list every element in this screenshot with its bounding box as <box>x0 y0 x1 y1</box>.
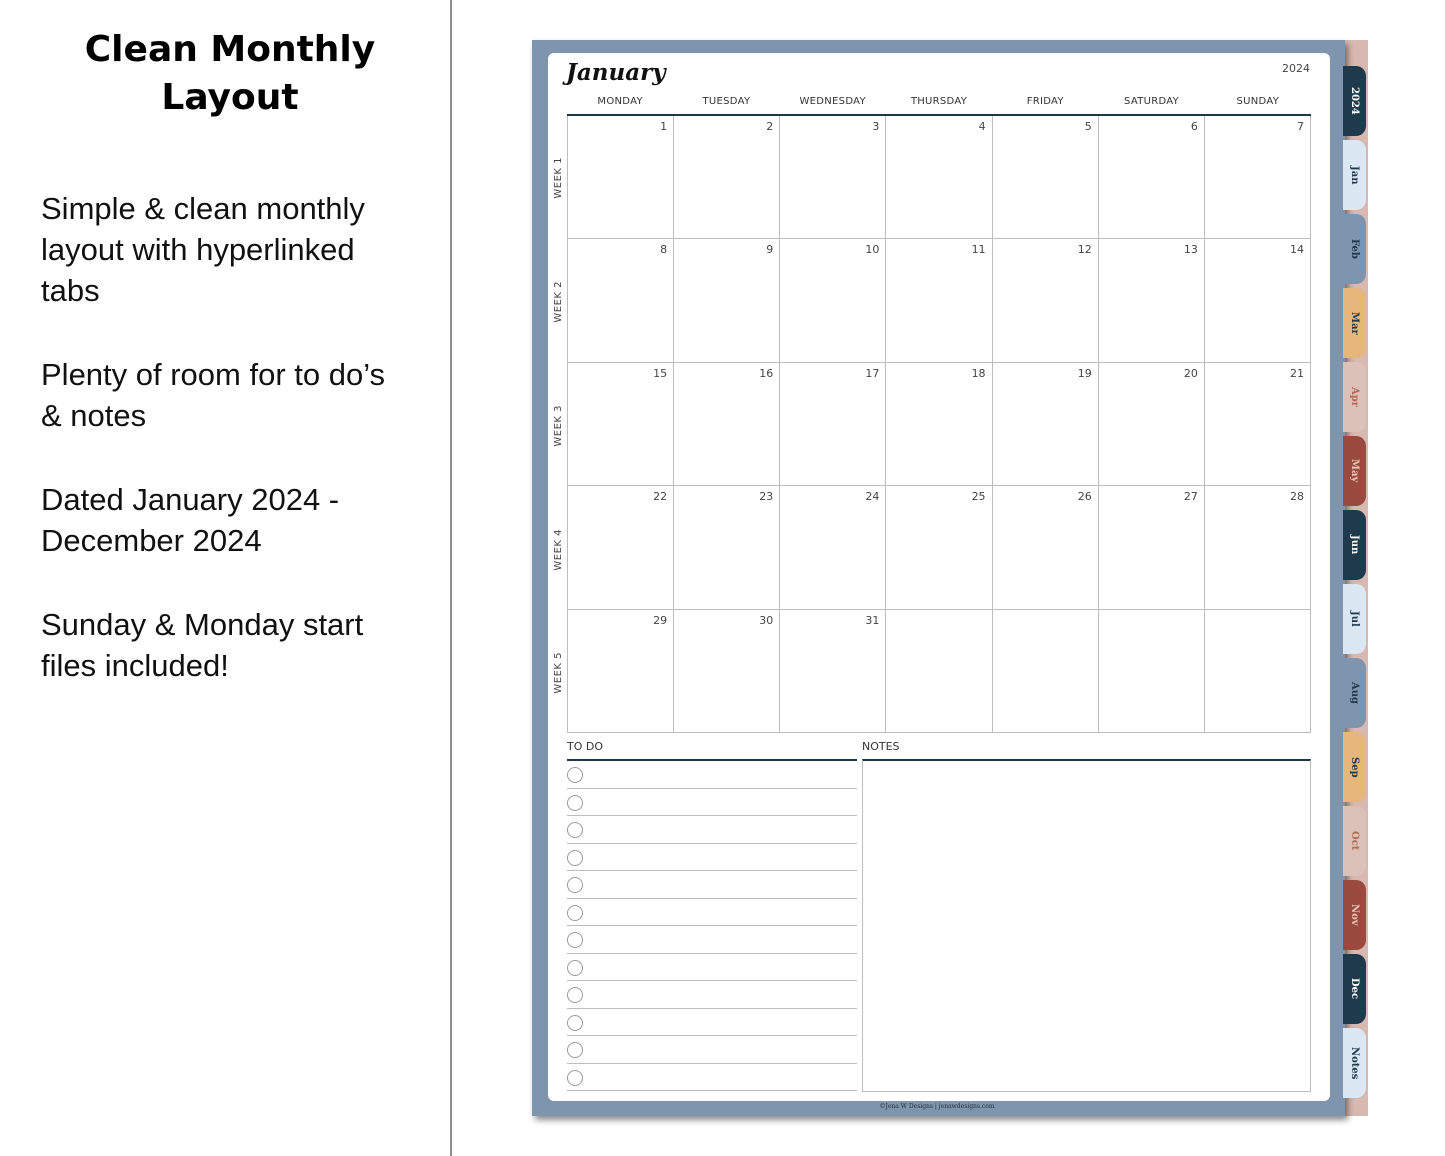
day-number: 28 <box>1290 490 1304 504</box>
todo-row[interactable] <box>567 899 857 927</box>
footer-credit: ©Jena W Designs | jenawdesigns.com <box>879 1103 995 1110</box>
day-number: 4 <box>978 120 986 133</box>
notes-area[interactable] <box>862 759 1311 1092</box>
todo-row[interactable] <box>567 926 857 954</box>
day-cell[interactable] <box>1099 363 1205 486</box>
promo-line: files included! <box>41 648 229 683</box>
day-cell[interactable] <box>1099 116 1205 239</box>
tab-feb[interactable] <box>1343 214 1366 284</box>
day-number: 8 <box>660 243 668 257</box>
day-cell[interactable] <box>568 363 674 486</box>
day-cell[interactable] <box>993 486 1099 609</box>
tab-label: Jan <box>1349 165 1360 185</box>
tab-sep[interactable] <box>1343 732 1366 802</box>
todo-row[interactable] <box>567 761 857 789</box>
day-number: 15 <box>653 366 668 380</box>
day-cell[interactable] <box>886 363 992 486</box>
panel-divider <box>450 0 452 1156</box>
day-number: 18 <box>971 366 986 380</box>
tab-nov[interactable] <box>1343 880 1366 950</box>
weekday-header <box>567 96 1311 110</box>
todo-row[interactable] <box>567 981 857 1009</box>
day-number: 19 <box>1077 366 1092 380</box>
weekday-label: WEDNESDAY <box>799 96 866 107</box>
day-number: 14 <box>1290 243 1304 257</box>
day-number: 5 <box>1084 120 1092 133</box>
day-number: 13 <box>1183 243 1198 257</box>
promo-panel <box>0 0 450 1156</box>
week-label: WEEK 4 <box>552 529 564 571</box>
month-title: January <box>566 59 666 86</box>
tab-dec[interactable] <box>1343 954 1366 1024</box>
day-cell[interactable] <box>780 239 886 362</box>
tab-label: Feb <box>1349 239 1360 259</box>
day-cell[interactable] <box>780 116 886 239</box>
todo-row[interactable] <box>567 1009 857 1037</box>
day-number: 23 <box>759 490 774 504</box>
todo-row[interactable] <box>567 954 857 982</box>
tab-2024[interactable] <box>1343 66 1366 136</box>
day-number: 11 <box>971 243 986 257</box>
day-cell[interactable] <box>674 239 780 362</box>
tab-label: Sep <box>1349 756 1360 778</box>
tab-jan[interactable] <box>1343 140 1366 210</box>
day-number: 27 <box>1183 490 1198 504</box>
tab-label: Jun <box>1349 535 1360 555</box>
tab-label: Notes <box>1349 1046 1360 1080</box>
promo-feature-dated <box>41 479 431 561</box>
promo-line: layout with hyperlinked <box>41 232 355 267</box>
todo-row[interactable] <box>567 1036 857 1064</box>
day-cell[interactable] <box>1205 486 1311 609</box>
day-cell[interactable] <box>1099 486 1205 609</box>
tab-notes[interactable] <box>1343 1028 1366 1098</box>
day-cell[interactable] <box>780 363 886 486</box>
day-cell[interactable] <box>568 116 674 239</box>
todo-checkbox[interactable] <box>567 1070 583 1086</box>
promo-line: Dated January 2024 - <box>41 482 340 517</box>
day-cell[interactable] <box>780 486 886 609</box>
tab-jul[interactable] <box>1343 584 1366 654</box>
tab-jun[interactable] <box>1343 510 1366 580</box>
day-cell[interactable] <box>886 610 992 733</box>
promo-feature-links <box>41 188 431 311</box>
day-cell[interactable] <box>568 239 674 362</box>
day-number: 7 <box>1297 120 1304 133</box>
todo-checkbox[interactable] <box>567 822 583 838</box>
todo-row[interactable] <box>567 816 857 844</box>
day-number: 22 <box>653 490 668 504</box>
promo-line: Simple & clean monthly <box>41 191 365 226</box>
day-number: 6 <box>1190 120 1198 133</box>
tab-label: Dec <box>1349 978 1360 1000</box>
weekday-label: SATURDAY <box>1124 96 1180 107</box>
day-number: 3 <box>872 120 880 133</box>
todo-list <box>567 761 857 1091</box>
week-label: WEEK 1 <box>552 157 564 199</box>
promo-line: tabs <box>41 273 100 308</box>
tab-mar[interactable] <box>1343 288 1366 358</box>
todo-checkbox[interactable] <box>567 905 583 921</box>
day-cell[interactable] <box>886 486 992 609</box>
day-cell[interactable] <box>1205 116 1311 239</box>
day-cell[interactable] <box>1099 239 1205 362</box>
todo-row[interactable] <box>567 1064 857 1092</box>
promo-line: Sunday & Monday start <box>41 607 364 642</box>
promo-title <box>0 26 460 122</box>
tab-label: Apr <box>1349 386 1360 408</box>
tab-may[interactable] <box>1343 436 1366 506</box>
todo-checkbox[interactable] <box>567 987 583 1003</box>
tab-label: Jul <box>1349 611 1360 627</box>
todo-row[interactable] <box>567 844 857 872</box>
day-cell[interactable] <box>1205 610 1311 733</box>
weekday-label: FRIDAY <box>1026 96 1064 107</box>
day-cell[interactable] <box>993 239 1099 362</box>
day-number: 16 <box>759 366 774 380</box>
todo-row[interactable] <box>567 789 857 817</box>
todo-checkbox[interactable] <box>567 932 583 948</box>
tab-label: Aug <box>1349 681 1360 705</box>
day-number: 2 <box>766 120 774 133</box>
day-number: 21 <box>1290 366 1304 380</box>
day-cell[interactable] <box>568 610 674 733</box>
day-cell[interactable] <box>1099 610 1205 733</box>
todo-checkbox[interactable] <box>567 960 583 976</box>
week-label: WEEK 5 <box>552 652 564 694</box>
day-cell[interactable] <box>674 116 780 239</box>
day-number: 20 <box>1183 366 1198 380</box>
day-number: 25 <box>971 490 986 504</box>
todo-checkbox[interactable] <box>567 795 583 811</box>
day-cell[interactable] <box>674 486 780 609</box>
day-cell[interactable] <box>993 363 1099 486</box>
tab-label: Nov <box>1349 904 1360 926</box>
day-cell[interactable] <box>674 363 780 486</box>
tab-aug[interactable] <box>1343 658 1366 728</box>
todo-checkbox[interactable] <box>567 1015 583 1031</box>
weekday-label: THURSDAY <box>910 96 968 107</box>
day-number: 10 <box>865 243 880 257</box>
calendar-grid <box>567 116 1311 733</box>
day-cell[interactable] <box>993 116 1099 239</box>
todo-checkbox[interactable] <box>567 767 583 783</box>
day-cell[interactable] <box>886 116 992 239</box>
day-number: 31 <box>865 613 880 627</box>
todo-label: TO DO <box>567 740 604 753</box>
todo-checkbox[interactable] <box>567 850 583 866</box>
day-cell[interactable] <box>1205 363 1311 486</box>
week-label: WEEK 2 <box>552 281 564 323</box>
promo-line: December 2024 <box>41 523 262 558</box>
promo-line: Plenty of room for to do’s <box>41 357 386 392</box>
day-number: 12 <box>1077 243 1092 257</box>
tab-label: Oct <box>1349 831 1360 851</box>
day-cell[interactable] <box>568 486 674 609</box>
todo-row[interactable] <box>567 871 857 899</box>
day-number: 29 <box>653 613 668 627</box>
day-number: 17 <box>865 366 880 380</box>
year-label: 2024 <box>1282 62 1310 75</box>
week-label: WEEK 3 <box>552 405 564 447</box>
notes-label: NOTES <box>862 740 900 753</box>
day-cell[interactable] <box>886 239 992 362</box>
promo-feature-start <box>41 604 431 686</box>
day-number: 9 <box>766 243 774 257</box>
todo-checkbox[interactable] <box>567 1042 583 1058</box>
day-cell[interactable] <box>1205 239 1311 362</box>
tab-label: 2024 <box>1349 87 1360 115</box>
tab-label: Mar <box>1349 311 1360 335</box>
tab-oct[interactable] <box>1343 806 1366 876</box>
day-number: 30 <box>759 613 774 627</box>
day-number: 24 <box>865 490 880 504</box>
promo-title-line: Layout <box>161 77 299 118</box>
promo-feature-room <box>41 354 431 436</box>
tab-apr[interactable] <box>1343 362 1366 432</box>
weekday-label: SUNDAY <box>1236 96 1280 107</box>
day-number: 26 <box>1077 490 1092 504</box>
day-cell[interactable] <box>993 610 1099 733</box>
promo-line: & notes <box>41 398 147 433</box>
todo-checkbox[interactable] <box>567 877 583 893</box>
weekday-label: TUESDAY <box>702 96 751 107</box>
weekday-label: MONDAY <box>597 96 643 107</box>
promo-title-line: Clean Monthly <box>84 29 376 70</box>
day-cell[interactable] <box>674 610 780 733</box>
tab-label: May <box>1349 459 1360 483</box>
day-number: 1 <box>660 120 668 133</box>
day-cell[interactable] <box>780 610 886 733</box>
